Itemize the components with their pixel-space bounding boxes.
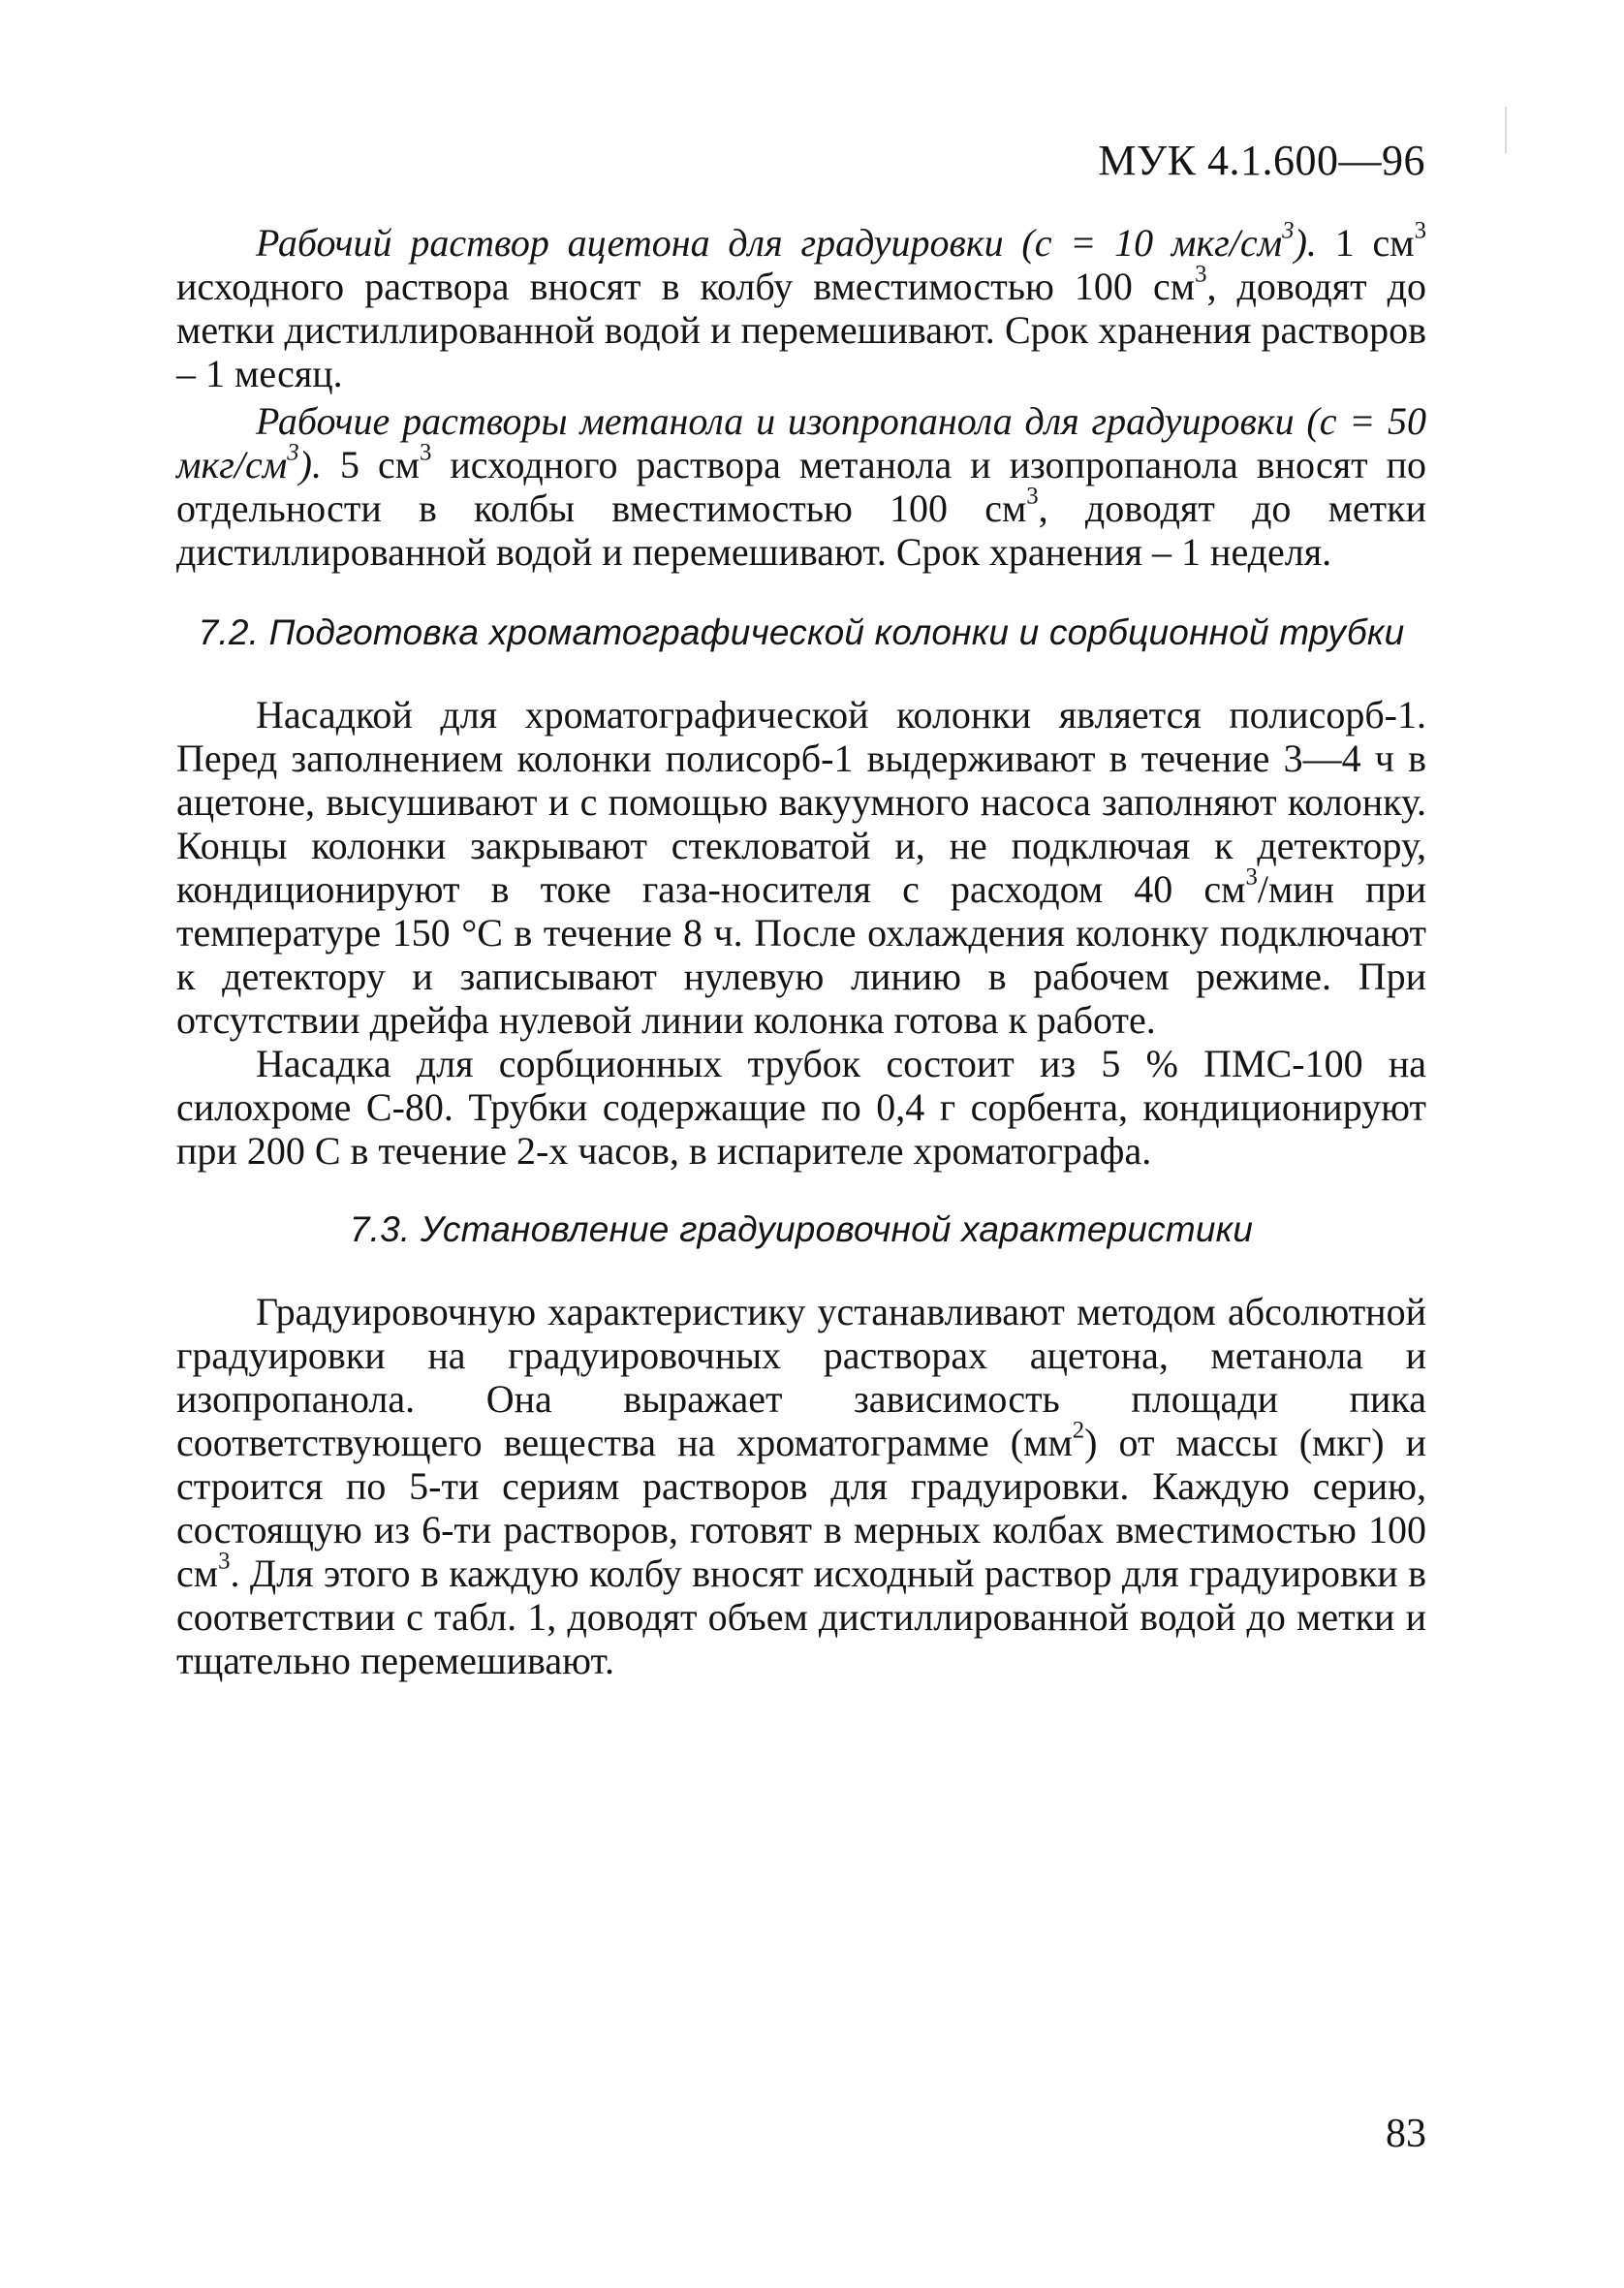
text-run: Градуировочную характеристику устанавливают методом абсолютной градуировки на градуировочных растворах ацетона, метанола и изопропанола. Она выражает зависимость площади пика соответствующего вещества на хроматограмме (мм: [176, 1290, 1426, 1464]
paragraph-sorption-tube-packing: Насадка для сорбционных трубок состоит из 5 % ПМС-100 на силохроме С-80. Трубки содержащие по 0,4 г сорбента, кондиционируют при 200 С в течение 2-х часов, в испарителе хроматографа.: [176, 1042, 1426, 1173]
superscript: 3: [420, 439, 432, 466]
page-number: 83: [1386, 2112, 1426, 2156]
acetone-title-end: ).: [1294, 221, 1317, 265]
acetone-solution-title: [256, 217, 1317, 265]
superscript: 3: [1026, 483, 1039, 510]
paragraph-methanol-isopropanol-working-solutions: [176, 399, 1426, 574]
paragraph-calibration-characteristic: [176, 1290, 1426, 1682]
text-run: Насадкой для хроматографической колонки является полисорб-1. Перед заполнением колонки полисорб-1 выдерживают в течение 3—4 ч в ацетоне, высушивают и с помощью вакуумного насоса заполняют колонку. Концы колонки закрывают стекловатой и, не подключая к детектору, кондиционируют в токе газа-носителя с расходом 40 см: [176, 693, 1426, 911]
scan-artifact-line: [1505, 107, 1507, 153]
methanol-title-end: ).: [298, 443, 322, 486]
paragraph-acetone-working-solution: [176, 217, 1426, 395]
text-run: . Для этого в каждую колбу вносят исходный раствор для градуировки в соответствии с табл. 1, доводят объем дистиллированной водой до метки и тщательно перемешивают.: [176, 1551, 1426, 1682]
acetone-title-text: Рабочий раствор ацетона для градуировки (с = 10 мкг/см: [256, 221, 1283, 265]
superscript: 3: [1195, 261, 1207, 288]
text-run: , доводят до метки дистиллированной водой и перемешивают. Срок хранения – 1 неделя.: [176, 486, 1426, 574]
superscript: 3: [287, 439, 299, 466]
text-run: 1 см: [1316, 221, 1415, 265]
text-run: ) от массы (мкг) и строится по 5-ти сериям растворов для градуировки. Каждую серию, состоящую из 6-ти растворов, готовят в мерных колбах вместимостью 100 см: [176, 1421, 1426, 1595]
page-content: [176, 217, 1426, 1682]
text-run: 5 см: [321, 443, 421, 486]
methanol-title-text: Рабочие растворы метанола и изопропанола для градуировки (с = 50 мкг/см: [176, 399, 1426, 486]
superscript: 3: [218, 1548, 231, 1575]
superscript: 3: [1414, 217, 1426, 244]
superscript: 3: [1245, 863, 1258, 891]
section-heading-7-2: 7.2. Подготовка хроматографической колонки и сорбционной трубки: [198, 612, 1405, 652]
superscript: 2: [1072, 1417, 1085, 1444]
section-heading-7-3: 7.3. Установление градуировочной характеристики: [349, 1209, 1254, 1249]
text-run: /мин при температуре 150 °С в течение 8 ч. После охлаждения колонку подключают к детектору и записывают нулевую линию в рабочем режиме. При отсутствии дрейфа нулевой линии колонка готова к работе.: [176, 867, 1426, 1042]
text-run: исходного раствора метанола и изопропанола вносят по отдельности в колбы вместимостью 100 см: [176, 443, 1426, 530]
text-run: , доводят до метки дистиллированной водой и перемешивают. Срок хранения растворов – 1 месяц.: [176, 265, 1426, 395]
text-run: исходного раствора вносят в колбу вместимостью 100 см: [176, 265, 1196, 308]
superscript: 3: [1282, 217, 1295, 244]
document-code-header: МУК 4.1.600—96: [1098, 137, 1425, 184]
paragraph-column-packing: [176, 693, 1426, 1042]
